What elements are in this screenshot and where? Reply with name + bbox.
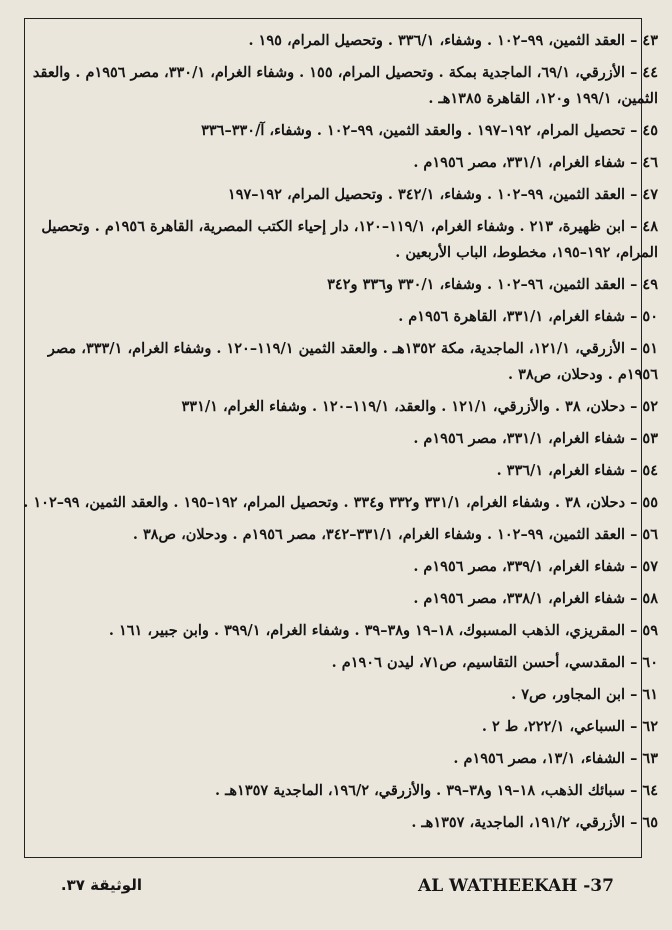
footnote: ٥٨ – شفاء الغرام، ٣٣٨/١، مصر ١٩٥٦م . bbox=[413, 590, 658, 607]
footnote: ٥٧ – شفاء الغرام، ٣٣٩/١، مصر ١٩٥٦م . bbox=[413, 558, 658, 575]
footnote: ٤٧ – العقد الثمين، ٩٩–١٠٢ . وشفاء، ٣٤٢/١ . وتحصيل المرام، ١٩٢–١٩٧ bbox=[227, 186, 658, 203]
footnote: ٥١ – الأزرقي، ١٢١/١، الماجدية، مكة ١٣٥٢هـ . والعقد الثمين ١١٩/١–١٢٠ . وشفاء الغرام، ٣٣٣/١، مصر ١٩٥٦م . ودحلان، ص٣٨ . bbox=[47, 340, 658, 383]
footnote: ٥٣ – شفاء الغرام، ٣٣١/١، مصر ١٩٥٦م . bbox=[413, 430, 658, 447]
footnote: ٦٥ – الأزرقي، ١٩١/٢، الماجدية، ١٣٥٧هـ . bbox=[411, 814, 658, 831]
footnote: ٤٣ – العقد الثمين، ٩٩–١٠٢ . وشفاء، ٣٣٦/١ . وتحصيل المرام، ١٩٥ . bbox=[248, 32, 658, 49]
journal-title-arabic: الوثيقة ٣٧. bbox=[60, 876, 142, 894]
footnote: ٥٠ – شفاء الغرام، ٣٣١/١، القاهرة ١٩٥٦م . bbox=[398, 308, 658, 325]
footnotes-list bbox=[10, 28, 658, 842]
footnote: ٦٠ – المقدسي، أحسن التقاسيم، ص٧١، ليدن ١٩٠٦م . bbox=[331, 654, 658, 671]
footnote: ٦٣ – الشفاء، ١٣/١، مصر ١٩٥٦م . bbox=[453, 750, 658, 767]
footnote: ٤٦ – شفاء الغرام، ٣٣١/١، مصر ١٩٥٦م . bbox=[413, 154, 658, 171]
journal-title-english: AL WATHEEKAH -37 bbox=[418, 876, 614, 896]
footnote: ٤٩ – العقد الثمين، ٩٦–١٠٢ . وشفاء، ٣٣٠/١ و٣٣٦ و٣٤٢ bbox=[327, 276, 658, 293]
footnote: ٦٤ – سبائك الذهب، ١٨–١٩ و٣٨–٣٩ . والأزرقي، ١٩٦/٢، الماجدية ١٣٥٧هـ . bbox=[215, 782, 658, 799]
footnote: ٥٤ – شفاء الغرام، ٣٣٦/١ . bbox=[496, 462, 658, 479]
footnote: ٥٦ – العقد الثمين، ٩٩–١٠٢ . وشفاء الغرام، ٣٣١/١–٣٤٢، مصر ١٩٥٦م . ودحلان، ص٣٨ . bbox=[132, 526, 658, 543]
footnote: ٥٢ – دحلان، ٣٨ . والأزرقي، ١٢١/١ . والعقد، ١١٩/١–١٢٠ . وشفاء الغرام، ٣٣١/١ bbox=[181, 398, 658, 415]
footnote: ٤٨ – ابن ظهيرة، ٢١٣ . وشفاء الغرام، ١١٩/١–١٢٠، دار إحياء الكتب المصرية، القاهرة ١٩٥٦م . وتحصيل المرام، ١٩٢–١٩٥، مخطوط، الباب الأربعين . bbox=[41, 218, 658, 261]
footnote: ٤٤ – الأزرقي، ٦٩/١، الماجدية بمكة . وتحصيل المرام، ١٥٥ . وشفاء الغرام، ٣٣٠/١، مصر ١٩٥٦م . والعقد الثمين، ١٩٩/١ و١٢٠، القاهرة ١٣٨٥هـ . bbox=[32, 64, 658, 107]
footnote: ٥٩ – المقريزي، الذهب المسبوك، ١٨–١٩ و٣٨–٣٩ . وشفاء الغرام، ٣٩٩/١ . وابن جبير، ١٦١ . bbox=[108, 622, 658, 639]
footnote: ٦٢ – السباعي، ٢٢٢/١، ط ٢ . bbox=[481, 718, 658, 735]
footnote: ٤٥ – تحصيل المرام، ١٩٢–١٩٧ . والعقد الثمين، ٩٩–١٠٢ . وشفاء، آ/٣٣٠–٣٣٦ bbox=[201, 122, 658, 139]
footnote: ٥٥ – دحلان، ٣٨ . وشفاء الغرام، ٣٣١/١ و٣٣٢ و٣٣٤ . وتحصيل المرام، ١٩٢–١٩٥ . والعقد الثمين، ٩٩–١٠٢ . bbox=[23, 494, 658, 511]
footnote: ٦١ – ابن المجاور، ص٧ . bbox=[511, 686, 658, 703]
